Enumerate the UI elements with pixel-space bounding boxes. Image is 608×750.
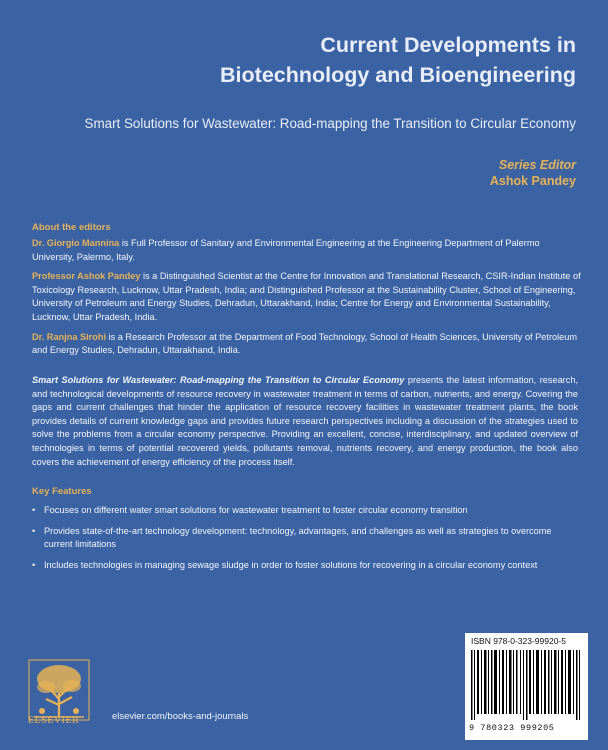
editor-bio: is a Research Professor at the Department of Food Technology, School of Health Sciences, University of Petroleum and Energy Studies, Dehradun, Uttarakhand, India. bbox=[32, 331, 578, 356]
bullet-icon: • bbox=[32, 505, 36, 515]
description-body: presents the latest information, research, and technological developments of resource recovery in wastewater treatment in terms of carbon, nutrients, and energy. Covering the gaps and current challenges that hinder the application of resource recovery facilities in wastewater treatment plants, the book provides details of current knowledge gaps and provides future research perspectives including a discussion of the strategies used to solve the problems from a circular economy perspective. Providing an excellent, concise, interdisciplinary, and updated overview of technologies in terms of potential recovered yields, pollutants removal, nutrients recovery, and energy production, the book also covers the achievement of energy efficiency of the process itself. bbox=[32, 375, 578, 467]
series-editor-block bbox=[490, 158, 576, 188]
publisher-url: elsevier.com/books-and-journals bbox=[112, 711, 249, 722]
cover-title-block bbox=[220, 30, 576, 90]
isbn-barcode-box bbox=[465, 633, 588, 740]
isbn-number: ISBN 978-0-323-99920-5 bbox=[471, 636, 566, 646]
feature-item bbox=[32, 525, 578, 552]
editor-name: Dr. Giorgio Mannina bbox=[32, 238, 120, 248]
series-editor-label: Series Editor bbox=[498, 158, 576, 172]
editor-entry bbox=[32, 270, 582, 324]
feature-text: Includes technologies in managing sewage sludge in order to foster solutions for recovering in a circular economy context bbox=[44, 559, 538, 570]
editor-name: Dr. Ranjna Sirohi bbox=[32, 331, 107, 342]
editor-bio: is Full Professor of Sanitary and Environmental Engineering at the Engineering Department of Palermo University, Palermo, Italy. bbox=[32, 238, 540, 262]
barcode-icon bbox=[469, 650, 584, 720]
book-subtitle: Smart Solutions for Wastewater: Road-mapping the Transition to Circular Economy bbox=[84, 116, 576, 131]
editors-list bbox=[32, 237, 582, 364]
book-series-title-line1: Current Developments in bbox=[320, 33, 576, 57]
book-description bbox=[32, 374, 578, 469]
editor-name: Professor Ashok Pandey bbox=[32, 271, 141, 282]
feature-text: Focuses on different water smart solutions for wastewater treatment to foster circular economy transition bbox=[44, 505, 468, 515]
feature-item bbox=[32, 559, 578, 573]
barcode-digits: 9 780323 999205 bbox=[469, 723, 555, 733]
editor-bio: is a Distinguished Scientist at the Centre for Innovation and Translational Research, CSIR-Indian Institute of Toxicology Research, Lucknow, Uttar Pradesh, India; and Distinguished Professor at the Sustainability Cluster, School of Engineering, University of Petroleum and Energy Studies, Dehradun, Uttarakhand, India; Centre for Energy and Environmental Sustainability, Lucknow, Uttar Pradesh, India. bbox=[32, 271, 581, 322]
book-series-title-line2: Biotechnology and Bioengineering bbox=[220, 63, 576, 87]
bullet-icon: • bbox=[32, 525, 36, 536]
feature-text: Provides state-of-the-art technology development: technology, advantages, and challenges as well as strategies to overcome current limitations bbox=[44, 525, 552, 550]
feature-item bbox=[32, 504, 578, 518]
editor-entry bbox=[32, 237, 582, 264]
description-book-title: Smart Solutions for Wastewater: Road-mapping the Transition to Circular Economy bbox=[32, 375, 405, 385]
series-editor-name: Ashok Pandey bbox=[489, 174, 576, 188]
bullet-icon: • bbox=[32, 559, 36, 570]
about-editors-heading: About the editors bbox=[32, 222, 111, 233]
publisher-name: ELSEVIER bbox=[28, 715, 80, 726]
key-features-list bbox=[32, 504, 578, 579]
editor-entry bbox=[32, 331, 582, 358]
key-features-heading: Key Features bbox=[32, 486, 92, 497]
